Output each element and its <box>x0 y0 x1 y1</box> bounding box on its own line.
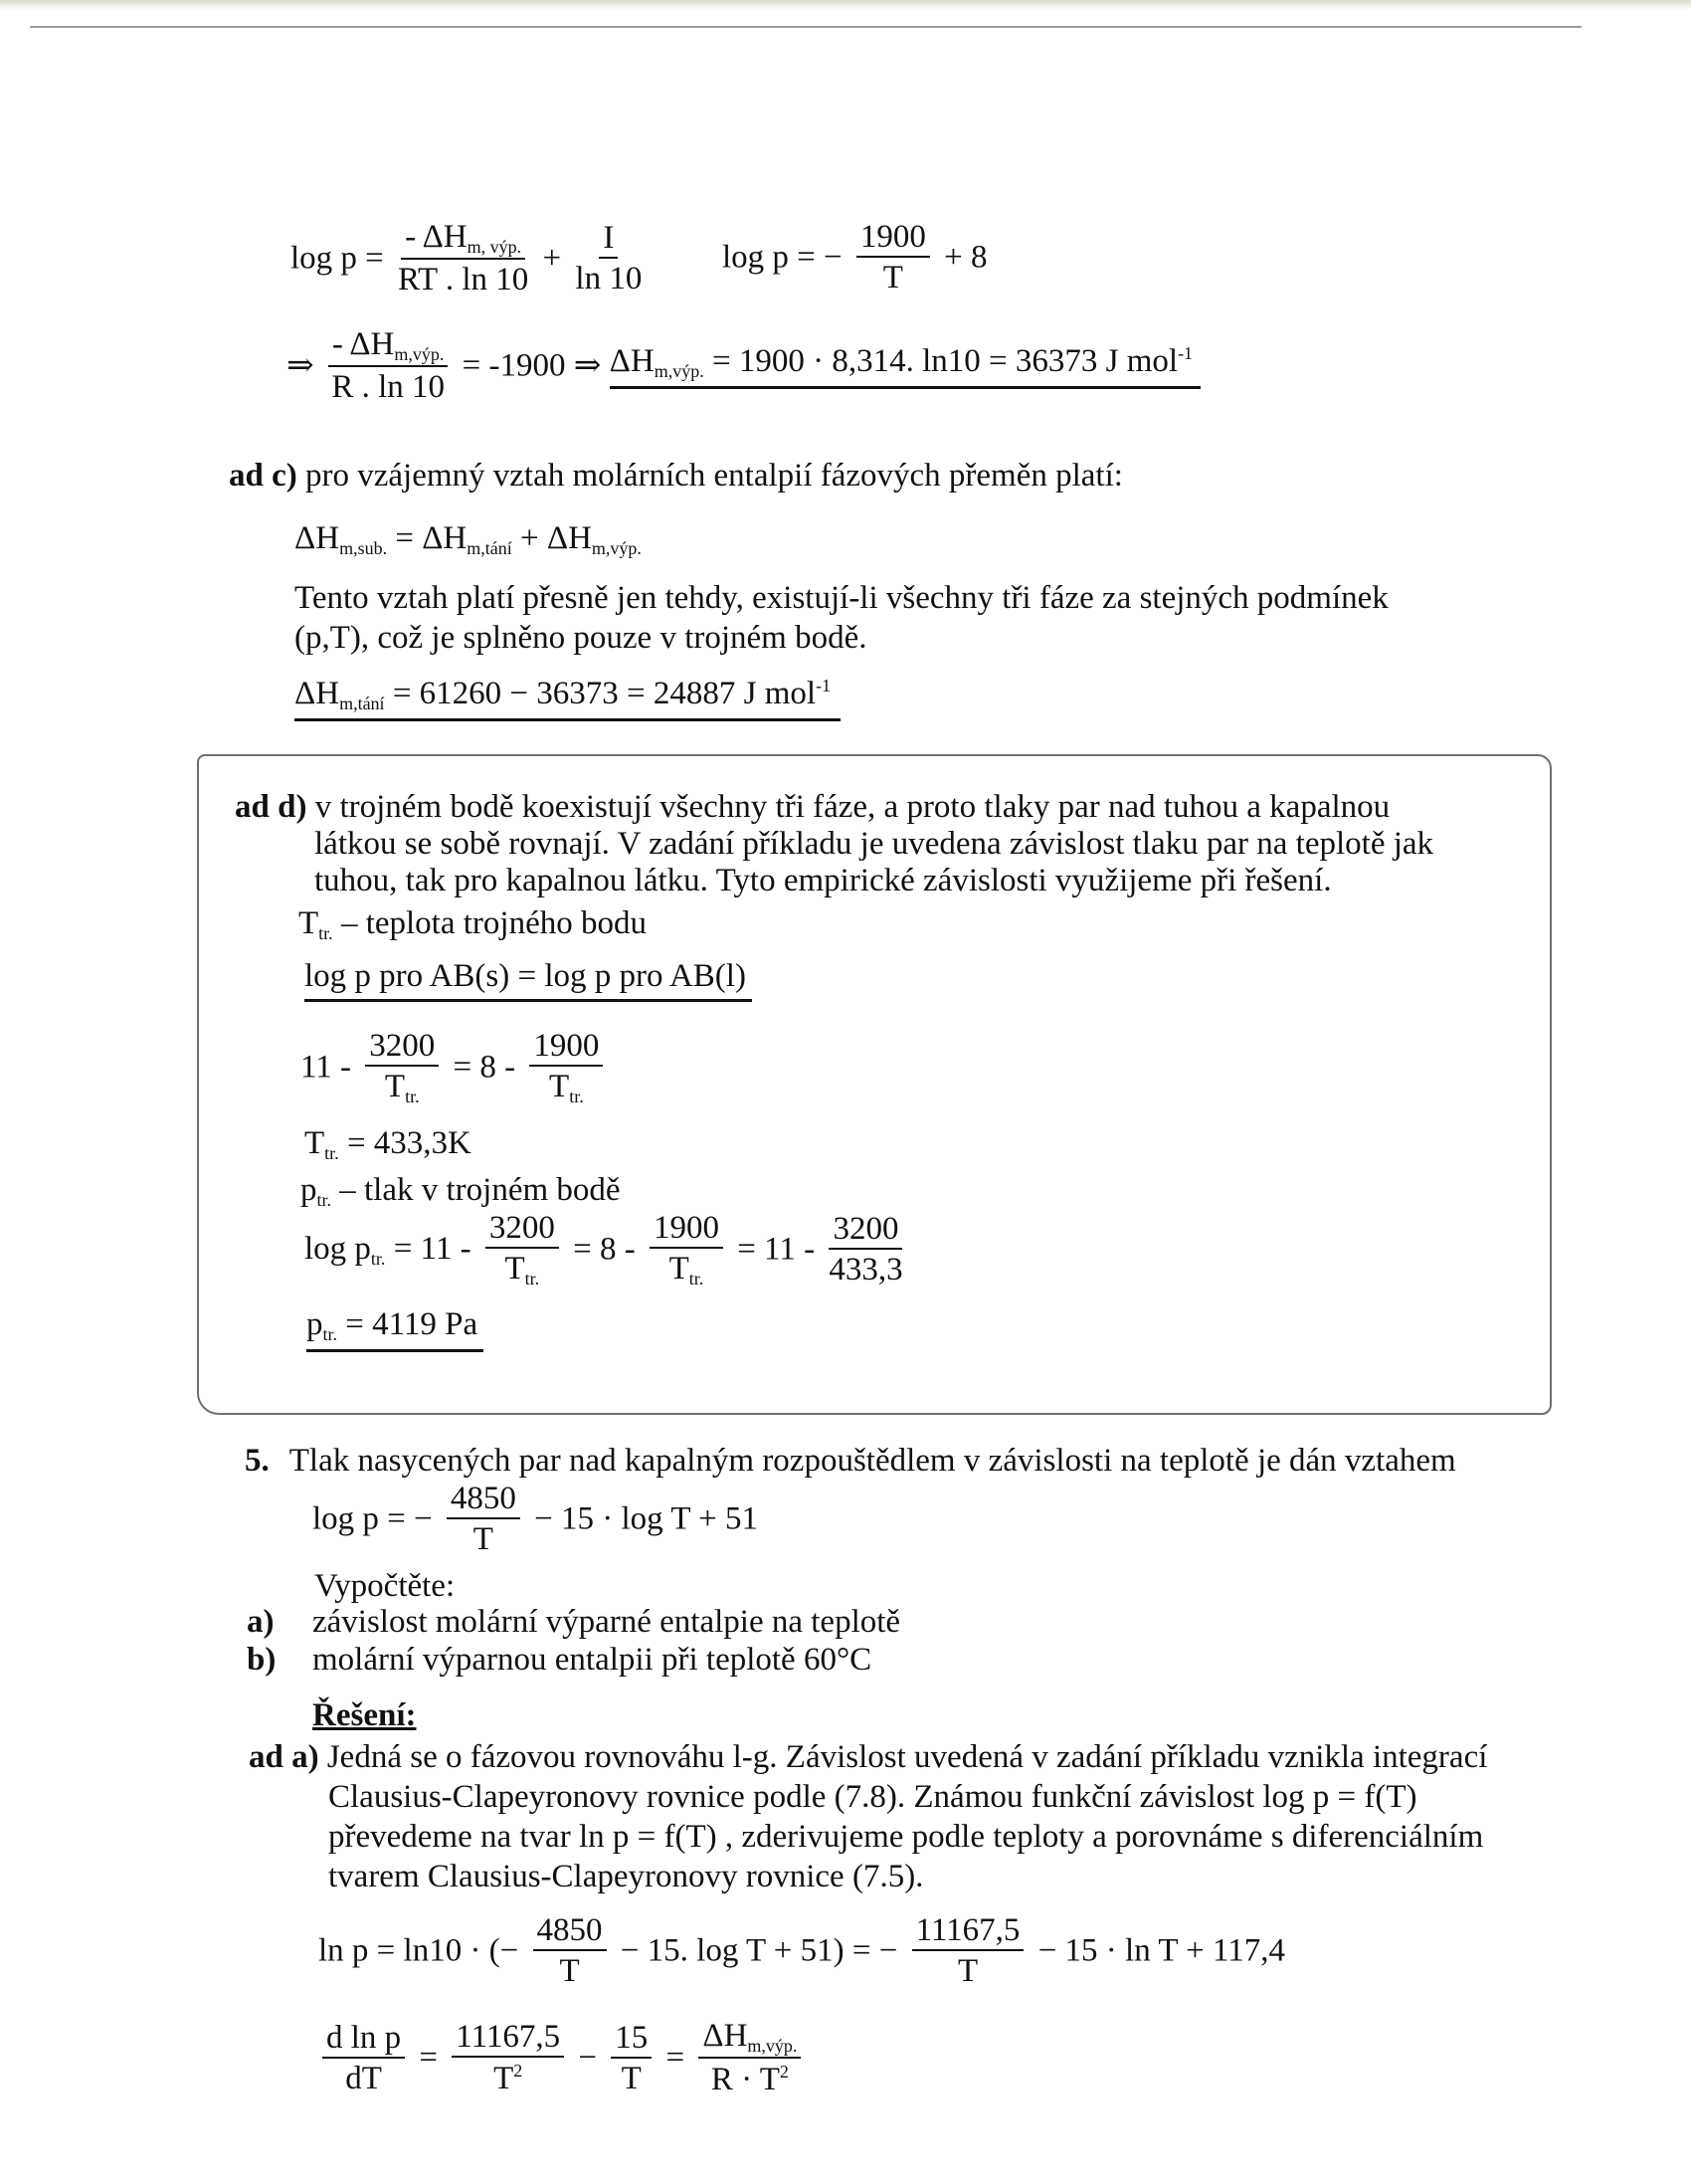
frac-den: R . ln 10 <box>331 369 445 405</box>
sym: T <box>304 1125 325 1161</box>
ad-c-paragraph-line-1: Tento vztah platí přesně jen tehdy, existují-li všechny tři fáze za stejných podmínek <box>294 580 1389 616</box>
sym-sub: tr. <box>318 923 333 943</box>
ad-c-text: pro vzájemný vztah molárních entalpií fázových přeměn platí: <box>305 458 1123 494</box>
eq-part: = 11 - <box>737 1231 816 1268</box>
frac-num: ΔH <box>702 2018 748 2054</box>
frac-num: 11167,5 <box>452 2021 564 2058</box>
eq-part: = 8 - <box>573 1231 636 1268</box>
eq-lhs: log p = − <box>722 239 843 276</box>
equilibrium-condition: log p pro AB(s) = log p pro AB(l) <box>304 960 752 1002</box>
sym: T <box>298 905 319 941</box>
frac-den: T <box>493 2061 514 2096</box>
ad-a-text: Jedná se o fázovou rovnováhu l-g. Závislost uvedená v zadání příkladu vznikla integrací <box>326 1739 1488 1775</box>
scan-border-line <box>30 26 1582 28</box>
task-5-statement <box>245 1445 1456 1478</box>
res-main: ΔH <box>294 676 340 711</box>
eq-lhs: log p = − <box>312 1500 433 1537</box>
ad-d-label: ad d) <box>235 789 307 825</box>
frac-den: T <box>559 1953 580 1989</box>
equation-task-5 <box>312 1483 758 1556</box>
fraction-11167-T <box>912 1914 1025 1988</box>
fraction-15-T <box>611 2019 652 2096</box>
ad-c-heading <box>229 460 1123 493</box>
frac-num: 3200 <box>365 1030 439 1067</box>
frac-num: - ΔH <box>331 326 395 362</box>
frac-den: T <box>472 1521 493 1557</box>
equation-triple-point <box>300 1030 609 1105</box>
triple-point-temperature-value <box>304 1127 471 1162</box>
frac-num: 15 <box>611 2022 652 2059</box>
frac-den: T <box>882 260 903 296</box>
res-sup: -1 <box>816 676 832 695</box>
task-text: Tlak nasycených par nad kapalným rozpouštědlem v závislosti na teplotě je dán vztahem <box>288 1443 1456 1479</box>
equation-enthalpy-sum <box>294 522 642 557</box>
frac-den: RT . ln 10 <box>398 262 529 298</box>
scan-top-edge <box>0 0 1691 10</box>
frac-den: 433,3 <box>829 1252 903 1288</box>
result-triple-point-pressure <box>306 1308 483 1352</box>
calculate-label: Vypočtěte: <box>314 1568 456 1604</box>
frac-den: T <box>621 2060 642 2096</box>
sym-sub: tr. <box>324 1143 339 1163</box>
fraction-3200-Ttr <box>365 1030 439 1105</box>
solution-heading: Řešení: <box>312 1697 417 1733</box>
def-text: – tlak v trojném bodě <box>331 1172 621 1208</box>
implies-arrow: ⇒ <box>286 347 314 384</box>
frac-den-sub: tr. <box>569 1087 584 1106</box>
frac-num: d ln p <box>322 2022 405 2059</box>
eq-rest: − 15 · log T + 51 <box>534 1500 758 1537</box>
ad-a-line-3: převedeme na tvar ln p = f(T) , zderivujeme podle teploty a porovnáme s diferenciálním <box>328 1819 1484 1855</box>
frac-num: 3200 <box>485 1212 559 1249</box>
fraction-4850-T <box>447 1483 520 1556</box>
equation-derivative <box>316 2020 807 2096</box>
sym: p <box>300 1172 317 1208</box>
frac-num: 4850 <box>447 1483 520 1519</box>
ad-a-label: ad a) <box>249 1739 319 1775</box>
fraction-enthalpy-R <box>328 328 449 404</box>
ad-a-line-4: tvarem Clausius-Clapeyronovy rovnice (7.5). <box>328 1859 924 1894</box>
equation-ln-p <box>318 1914 1285 1988</box>
sym-sub: tr. <box>322 1324 338 1344</box>
ad-d-line-2: látkou se sobě rovnají. V zadání příkladu je uvedena závislost tlaku par na teplotě jak <box>314 826 1434 862</box>
eq-sub: m,výp. <box>591 538 642 558</box>
task-number: 5. <box>245 1443 270 1479</box>
eq-lhs: log p <box>304 1230 371 1267</box>
equals-sign: = <box>419 2040 439 2076</box>
ad-d-line-1 <box>235 791 1390 824</box>
res-main: ΔH <box>609 342 655 379</box>
frac-den-sup: 2 <box>513 2061 523 2081</box>
res-sup: -1 <box>1178 342 1194 363</box>
eq-middle: = -1900 ⇒ <box>462 347 602 384</box>
ad-c-paragraph-line-2: (p,T), což je splněno pouze v trojném bodě. <box>294 620 867 656</box>
part-label: b) <box>247 1642 277 1678</box>
eq-part: 11 - <box>300 1049 352 1086</box>
sym: p <box>306 1306 323 1342</box>
frac-num: 1900 <box>650 1212 723 1249</box>
eq-middle: − 15. log T + 51) = − <box>620 1932 898 1969</box>
equals-sign: = <box>665 2040 685 2076</box>
frac-num-sub: m,výp. <box>747 2036 798 2056</box>
plus-sign: + <box>542 240 562 277</box>
fraction-4850-T <box>533 1914 607 1988</box>
fraction-integration-constant <box>575 222 642 296</box>
fraction-1900-Ttr <box>529 1030 603 1105</box>
value: = 433,3K <box>338 1125 471 1161</box>
eq-rhs: + 8 <box>944 239 988 276</box>
frac-den: ln 10 <box>575 261 643 297</box>
eq-part: = 8 - <box>453 1049 516 1086</box>
res-rest: = 61260 − 36373 = 24887 J mol <box>384 676 817 711</box>
ad-d-line-3: tuhou, tak pro kapalnou látku. Tyto empirické závislosti využijeme při řešení. <box>314 863 1332 898</box>
triple-point-temperature-definition <box>298 907 647 942</box>
frac-den-sub: tr. <box>524 1269 540 1289</box>
equation-triple-point-pressure <box>304 1212 909 1288</box>
frac-num: 1900 <box>529 1030 603 1067</box>
eq-lhs: log p = <box>290 240 384 277</box>
eq-part: + ΔH <box>511 520 592 556</box>
frac-den-sup: 2 <box>779 2062 789 2082</box>
frac-num: 11167,5 <box>912 1914 1025 1951</box>
fraction-1900-Ttr <box>650 1212 723 1288</box>
res-sub: m,tání <box>339 694 385 713</box>
ad-a-line-2: Clausius-Clapeyronovy rovnice podle (7.8). Známou funkční závislost log p = f(T) <box>328 1779 1417 1815</box>
fraction-enthalpy <box>398 221 528 297</box>
def-text: – teplota trojného bodu <box>332 905 647 941</box>
frac-den: T <box>504 1251 525 1287</box>
frac-num: 1900 <box>856 221 930 258</box>
sym-sub: tr. <box>316 1190 332 1210</box>
equation-log-p-liquid <box>722 221 988 295</box>
frac-num: 3200 <box>829 1213 902 1250</box>
minus-sign: − <box>578 2040 597 2076</box>
ad-d-text: v trojném bodě koexistují všechny tři fáze, a proto tlaky par nad tuhou a kapalnou <box>314 789 1391 825</box>
frac-sub: m,výp. <box>394 344 445 364</box>
frac-den: T <box>957 1953 979 1989</box>
result-enthalpy-fusion <box>294 677 841 721</box>
eq-lhs-sub: tr. <box>370 1248 386 1269</box>
frac-sub: m, výp. <box>467 237 522 257</box>
eq-rest: − 15 · ln T + 117,4 <box>1037 1932 1286 1969</box>
ad-c-label: ad c) <box>229 458 297 494</box>
frac-den: dT <box>345 2060 382 2096</box>
frac-den: T <box>549 1069 570 1104</box>
fraction-enthalpy-RT2 <box>698 2020 801 2096</box>
frac-den: T <box>668 1251 689 1287</box>
frac-den-sub: tr. <box>688 1269 704 1289</box>
eq-part: = ΔH <box>387 520 468 556</box>
eq-part: = 11 - <box>385 1230 471 1267</box>
eq-lhs: ln p = ln10 · (− <box>318 1932 519 1969</box>
frac-num: - ΔH <box>405 219 468 255</box>
equation-log-p-general <box>290 221 648 297</box>
fraction-dlnp-dT <box>322 2019 405 2096</box>
fraction-3200-433 <box>829 1213 902 1287</box>
task-5-part-b <box>247 1644 871 1677</box>
part-text: molární výparnou entalpii při teplotě 60°C <box>312 1642 872 1678</box>
triple-point-pressure-definition <box>300 1174 621 1209</box>
ad-a-line-1 <box>249 1741 1487 1774</box>
task-5-part-a <box>247 1606 900 1639</box>
part-text: závislost molární výparné entalpie na teplotě <box>312 1604 901 1640</box>
result-enthalpy-vaporization <box>610 344 1201 389</box>
res-rest: = 1900 · 8,314. ln10 = 36373 J mol <box>703 342 1179 379</box>
eq-sub: m,sub. <box>339 538 388 558</box>
eq-sub: m,tání <box>467 538 512 558</box>
part-label: a) <box>247 1604 275 1640</box>
frac-den-sub: tr. <box>405 1087 420 1106</box>
frac-den: R · T <box>710 2062 780 2097</box>
equation-enthalpy-vaporization <box>286 328 1201 404</box>
fraction-3200-Ttr <box>485 1212 559 1288</box>
frac-den: T <box>384 1069 406 1104</box>
fraction-1900-T <box>856 221 930 295</box>
fraction-11167-T2 <box>452 2021 564 2095</box>
value: = 4119 Pa <box>337 1306 478 1342</box>
frac-num: 4850 <box>533 1914 607 1951</box>
res-sub: m,výp. <box>654 360 704 381</box>
eq-part: ΔH <box>294 520 340 556</box>
frac-num: I <box>599 222 618 259</box>
